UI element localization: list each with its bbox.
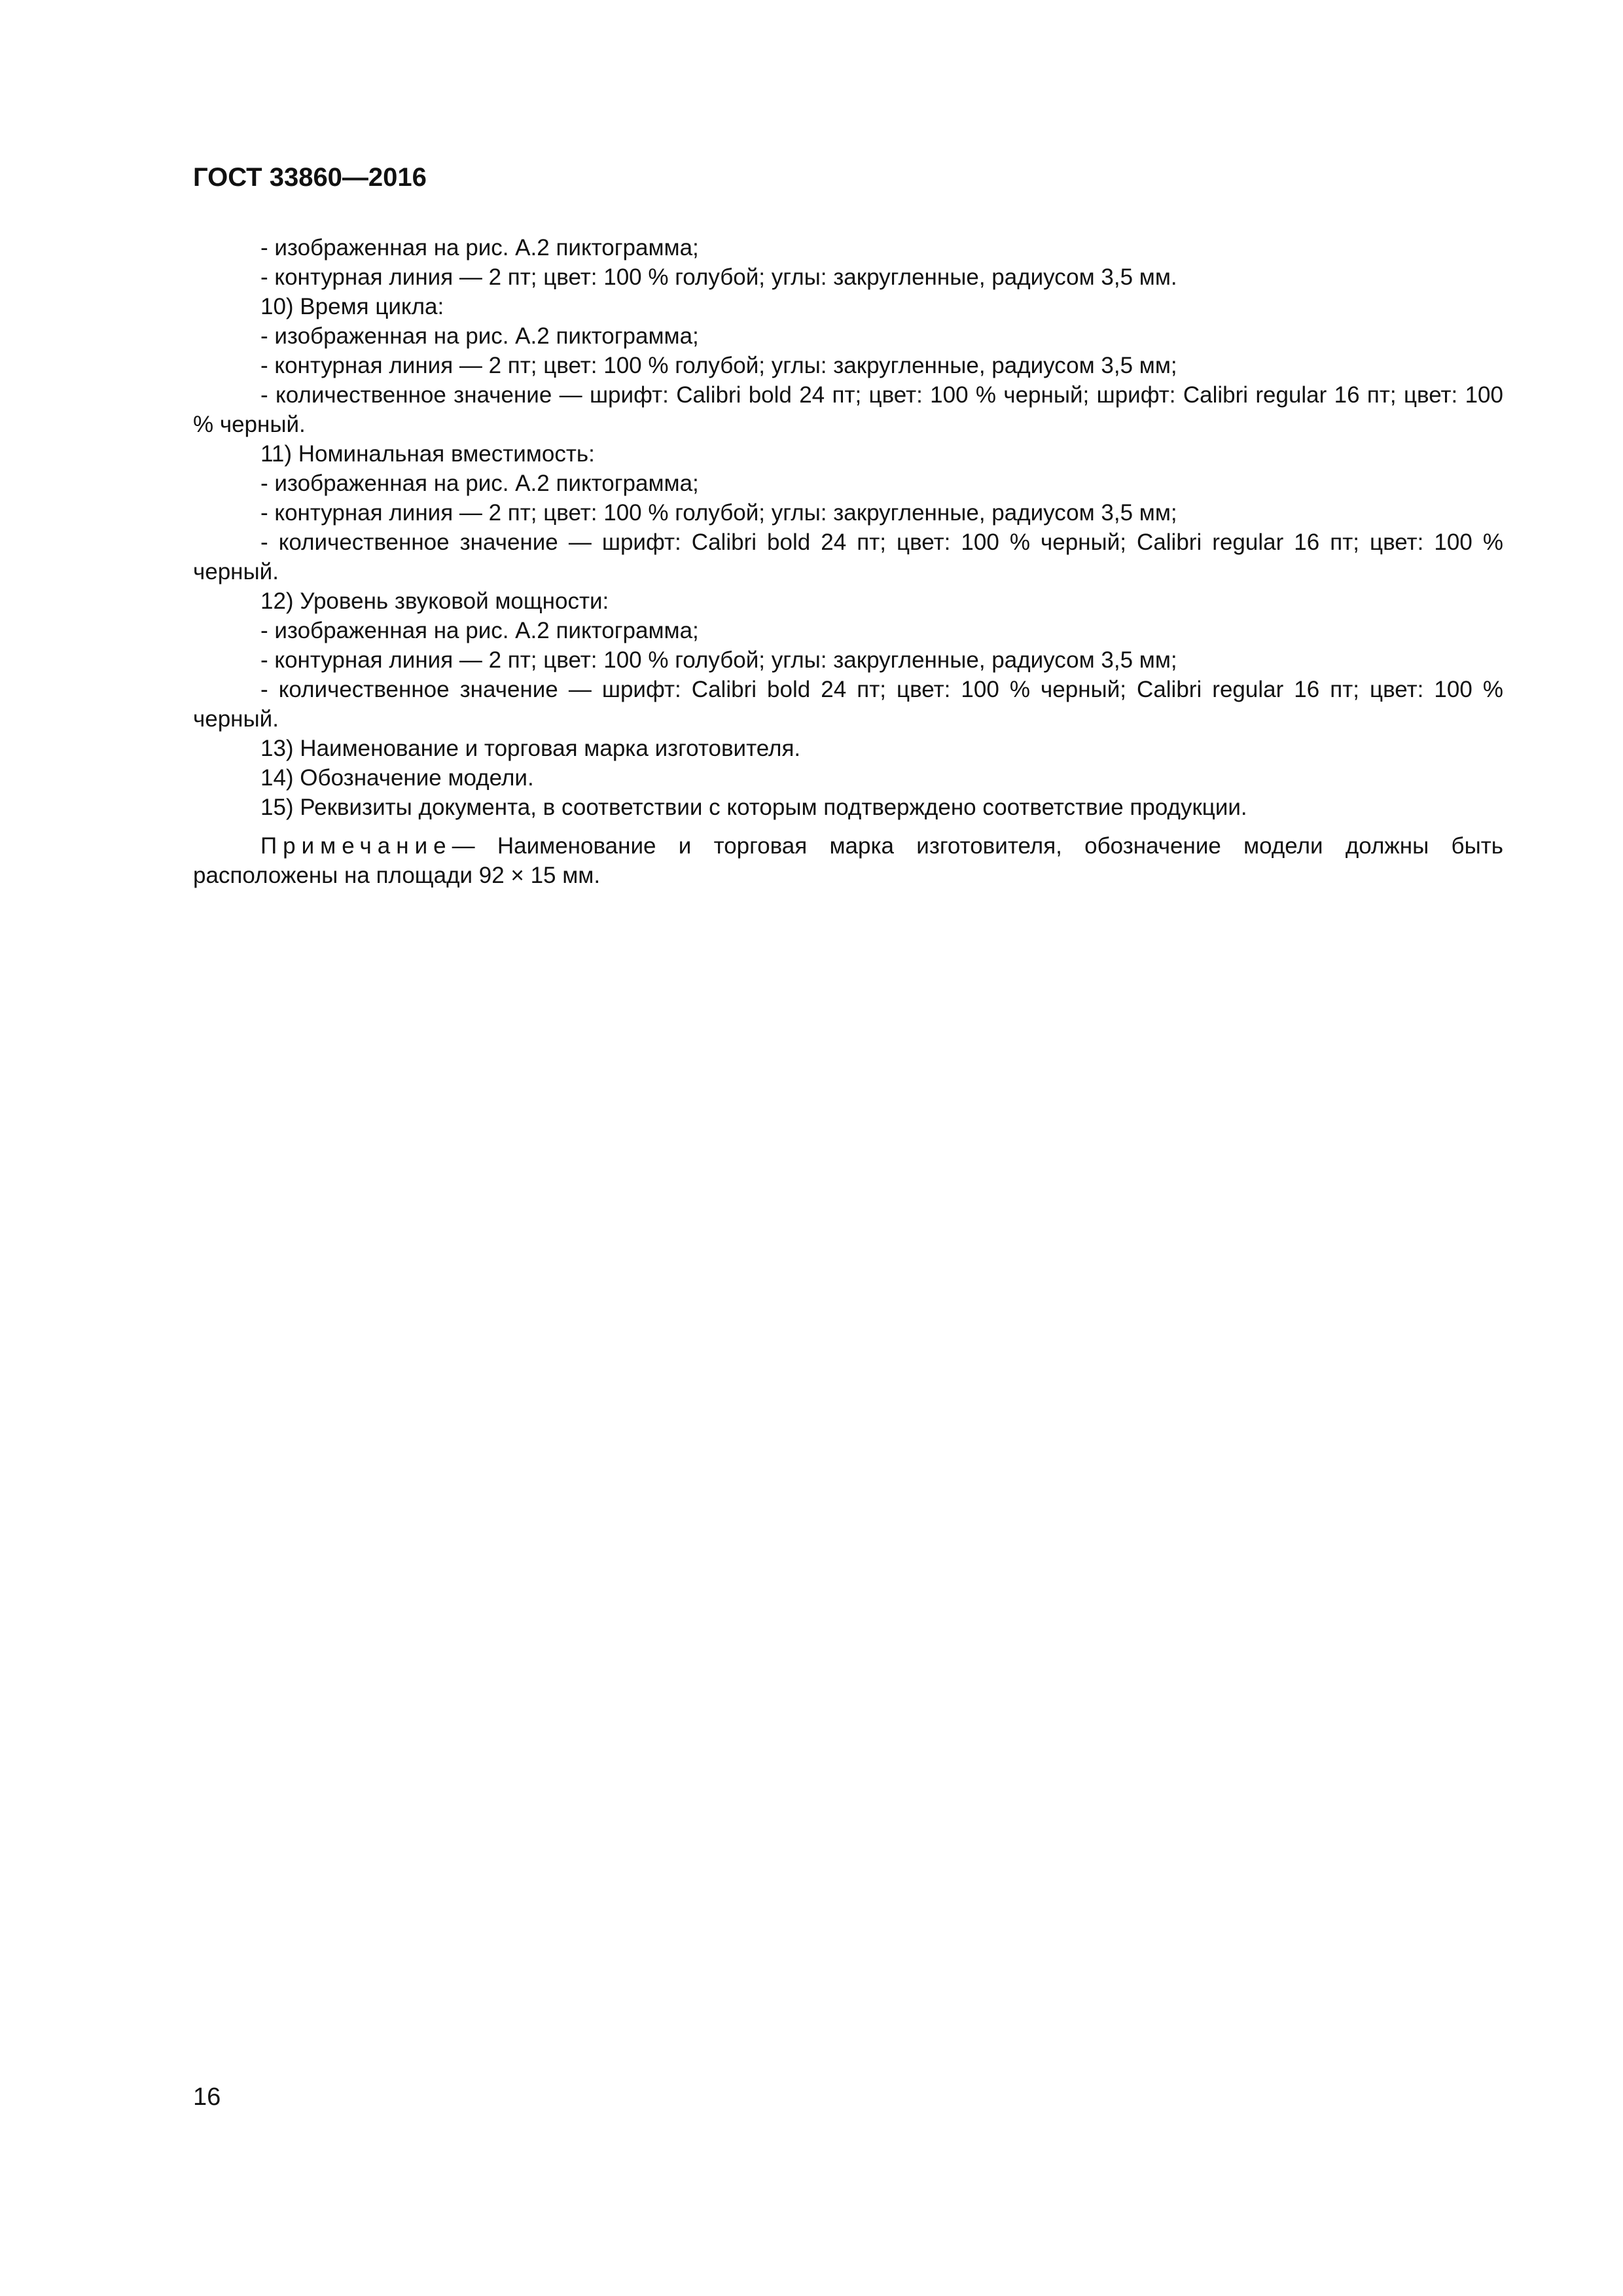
list-item-12: 12) Уровень звуковой мощности: (260, 588, 609, 614)
list-line: - контурная линия — 2 пт; цвет: 100 % голубой; углы: закругленные, радиусом 3,5 мм. (260, 264, 1177, 290)
list-line: - контурная линия — 2 пт; цвет: 100 % голубой; углы: закругленные, радиусом 3,5 мм; (260, 647, 1177, 673)
list-line: - изображенная на рис. А.2 пиктограмма; (260, 618, 699, 643)
note-paragraph (193, 831, 1503, 890)
document-body (193, 233, 1503, 822)
list-line: - контурная линия — 2 пт; цвет: 100 % голубой; углы: закругленные, радиусом 3,5 мм; (260, 500, 1177, 526)
list-line: - контурная линия — 2 пт; цвет: 100 % голубой; углы: закругленные, радиусом 3,5 мм; (260, 353, 1177, 378)
list-item-14: 14) Обозначение модели. (260, 765, 534, 791)
list-line: - изображенная на рис. А.2 пиктограмма; (260, 323, 699, 349)
page-number: 16 (193, 2083, 221, 2111)
document-header: ГОСТ 33860—2016 (193, 163, 427, 192)
list-item-13: 13) Наименование и торговая марка изготовителя. (260, 736, 801, 761)
list-line: - количественное значение — шрифт: Calibri bold 24 пт; цвет: 100 % черный; Calibri regular 16 пт; цвет: 100 % черный. (193, 529, 1503, 584)
list-line: - количественное значение — шрифт: Calibri bold 24 пт; цвет: 100 % черный; Calibri regular 16 пт; цвет: 100 % черный. (193, 677, 1503, 732)
note-label: Примечание (260, 833, 452, 859)
list-line: - изображенная на рис. А.2 пиктограмма; (260, 471, 699, 496)
list-line: - количественное значение — шрифт: Calibri bold 24 пт; цвет: 100 % черный; шрифт: Calibri regular 16 пт; цвет: 100 % черный. (193, 382, 1503, 437)
list-item-10: 10) Время цикла: (260, 294, 444, 319)
list-item-11: 11) Номинальная вместимость: (260, 441, 595, 467)
list-item-15: 15) Реквизиты документа, в соответствии с которым подтверждено соответствие продукции. (260, 795, 1247, 820)
list-line: - изображенная на рис. А.2 пиктограмма; (260, 235, 699, 260)
note-text: — Наименование и торговая марка изготовителя, обозначение модели должны быть расположены на площади 92 × 15 мм. (193, 833, 1503, 888)
